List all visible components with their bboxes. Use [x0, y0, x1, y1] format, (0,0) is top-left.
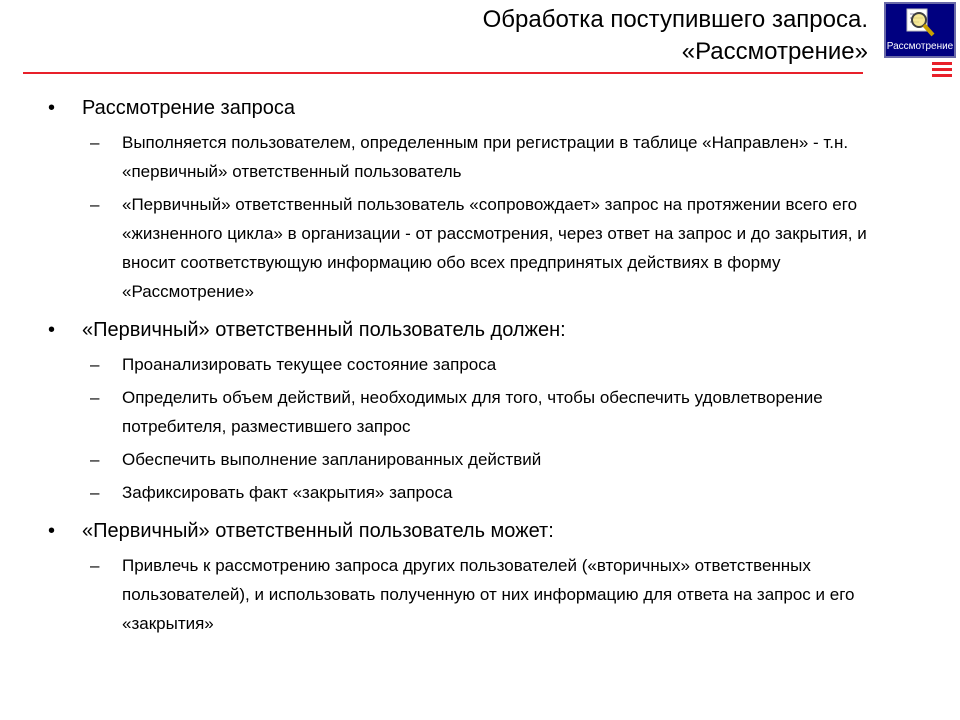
section-0-item-1: [90, 190, 882, 306]
section-2-heading: «Первичный» ответственный пользователь может:: [82, 520, 554, 542]
item-text: «Первичный» ответственный пользователь «сопровождает» запрос на протяжении всего его «жизненного цикла» в организации - от рассмотрения, через ответ на запрос и до закрытия, и вносит соответствующую информацию обо всех предпринятых действиях в форму «Рассмотрение»: [122, 195, 867, 301]
dash-icon: –: [90, 388, 100, 407]
slide-content: [48, 94, 908, 642]
dash-icon: –: [90, 195, 100, 214]
badge-label: Рассмотрение: [886, 41, 954, 52]
section-1-item-0: [90, 350, 882, 379]
title-line-1: Обработка поступившего запроса.: [482, 6, 868, 33]
title-line-2: «Рассмотрение»: [681, 38, 868, 65]
item-text: Привлечь к рассмотрению запроса других пользователей («вторичных» ответственных пользователей), и использовать полученную от них информацию для ответа на запрос и его «закрытия»: [122, 556, 855, 633]
slide-title: [483, 4, 868, 68]
consideration-badge: [884, 2, 956, 58]
section-0-heading: Рассмотрение запроса: [82, 97, 296, 119]
magnifier-icon: [904, 6, 936, 38]
section-1-heading: «Первичный» ответственный пользователь должен:: [82, 319, 566, 341]
item-text: Зафиксировать факт «закрытия» запроса: [122, 483, 453, 502]
section-1-item-3: [90, 478, 882, 507]
dash-icon: –: [90, 355, 100, 374]
section-0-item-0: [90, 128, 882, 186]
item-text: Проанализировать текущее состояние запроса: [122, 355, 497, 374]
section-1-item-2: [90, 445, 882, 474]
bullet-icon: •: [48, 319, 56, 341]
item-text: Обеспечить выполнение запланированных действий: [122, 450, 542, 469]
section-2: [48, 517, 908, 545]
bullet-icon: •: [48, 97, 56, 119]
section-2-item-0: [90, 551, 882, 638]
section-1-item-1: [90, 383, 882, 441]
dash-icon: –: [90, 133, 100, 152]
item-text: Выполняется пользователем, определенным при регистрации в таблице «Направлен» - т.н. «первичный» ответственный пользователь: [122, 133, 849, 181]
dash-icon: –: [90, 556, 100, 575]
item-text: Определить объем действий, необходимых для того, чтобы обеспечить удовлетворение потребителя, разместившего запрос: [122, 388, 823, 436]
title-divider: [23, 72, 863, 74]
bullet-icon: •: [48, 520, 56, 542]
section-0: [48, 94, 908, 122]
dash-icon: –: [90, 483, 100, 502]
dash-icon: –: [90, 450, 100, 469]
decorative-bars: [932, 62, 952, 80]
section-1: [48, 316, 908, 344]
